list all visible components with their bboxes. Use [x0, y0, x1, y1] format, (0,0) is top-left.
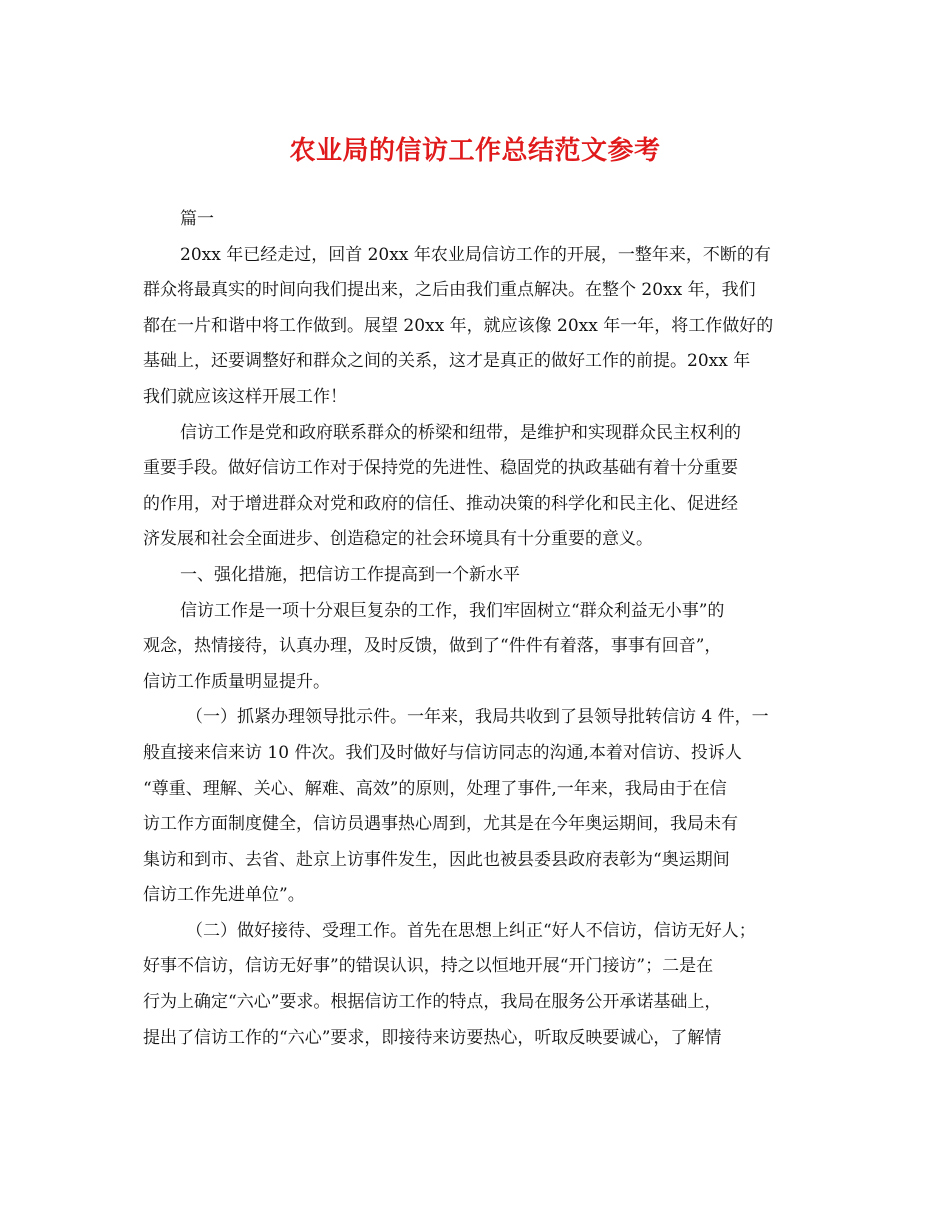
document-title: 农业局的信访工作总结范文参考 — [289, 136, 661, 166]
section-heading: 一、强化措施，把信访工作提高到一个新水平 — [180, 564, 520, 585]
paragraph-line: 行为上确定“六心”要求。根据信访工作的特点，我局在服务公开承诺基础上， — [143, 992, 722, 1013]
paragraph-line: 20xx 年已经走过，回首 20xx 年农业局信访工作的开展，一整年来，不断的有 — [180, 244, 771, 265]
paragraph-line: （一）抓紧办理领导批示件。一年来，我局共收到了县领导批转信访 4 件，一 — [186, 707, 769, 728]
paragraph-line: 好事不信访，信访无好事”的错误认识，持之以恒地开展“开门接访”；二是在 — [143, 956, 714, 977]
paragraph-line: 信访工作质量明显提升。 — [143, 671, 330, 692]
document-body — [143, 202, 813, 1056]
paragraph-line: （二）做好接待、受理工作。首先在思想上纠正“好人不信访，信访无好人； — [186, 920, 756, 941]
paragraph-line: 群众将最真实的时间向我们提出来，之后由我们重点解决。在整个 20xx 年，我们 — [143, 280, 756, 301]
paragraph-line: 信访工作先进单位”。 — [143, 885, 305, 906]
paragraph-line: 都在一片和谐中将工作做到。展望 20xx 年，就应该像 20xx 年一年，将工作做好的 — [143, 315, 774, 336]
paragraph-line: 集访和到市、去省、赴京上访事件发生，因此也被县委县政府表彰为“奥运期间 — [143, 849, 730, 870]
paragraph-line: 信访工作是一项十分艰巨复杂的工作，我们牢固树立“群众利益无小事”的 — [180, 600, 725, 621]
paragraph-line: 访工作方面制度健全，信访员遇事热心周到，尤其是在今年奥运期间，我局未有 — [143, 814, 738, 835]
paragraph-line: 基础上，还要调整好和群众之间的关系，这才是真正的做好工作的前提。20xx 年 — [143, 351, 751, 372]
paragraph-line: 般直接来信来访 10 件次。我们及时做好与信访同志的沟通,本着对信访、投诉人 — [143, 742, 742, 763]
paragraph-line: 济发展和社会全面进步、创造稳定的社会环境具有十分重要的意义。 — [143, 529, 653, 550]
paragraph-line: “尊重、理解、关心、解难、高效”的原则，处理了事件,一年来，我局由于在信 — [143, 778, 727, 799]
paragraph-line: 信访工作是党和政府联系群众的桥梁和纽带，是维护和实现群众民主权利的 — [180, 422, 741, 443]
section-heading-part-one: 篇一 — [180, 209, 214, 229]
paragraph-line: 我们就应该这样开展工作！ — [143, 386, 347, 407]
paragraph-line: 的作用，对于增进群众对党和政府的信任、推动决策的科学化和民主化、促进经 — [143, 493, 738, 514]
paragraph-line: 观念，热情接待，认真办理，及时反馈，做到了“件件有着落，事事有回音”， — [143, 636, 722, 657]
paragraph-line: 提出了信访工作的“六心”要求，即接待来访要热心，听取反映要诚心，了解情 — [143, 1027, 722, 1048]
paragraph-line: 重要手段。做好信访工作对于保持党的先进性、稳固党的执政基础有着十分重要 — [143, 458, 738, 479]
